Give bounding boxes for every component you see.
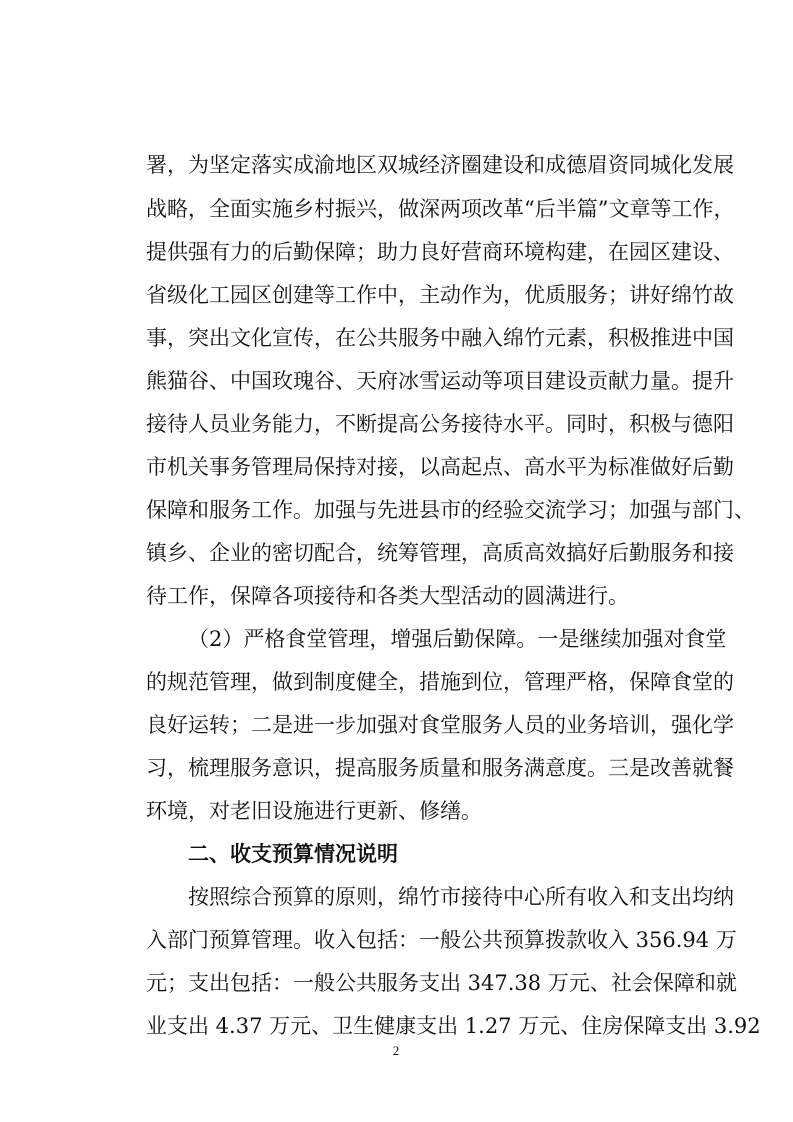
text-line: 按照综合预算的原则，绵竹市接待中心所有收入和支出均纳 <box>188 885 734 909</box>
text-line: 提供强有力的后勤保障；助力良好营商环境构建，在园区建设、 <box>146 240 734 264</box>
text-line: 习，梳理服务意识，提高服务质量和服务满意度。三是改善就餐 <box>146 756 734 780</box>
text-line: 市机关事务管理局保持对接，以高起点、高水平为标准做好后勤 <box>146 455 734 479</box>
text-line: （2）严格食堂管理，增强后勤保障。一是继续加强对食堂 <box>188 627 727 651</box>
text-line: 业支出 4.37 万元、卫生健康支出 1.27 万元、住房保障支出 3.92 <box>146 1014 761 1038</box>
section-heading: 二、收支预算情况说明 <box>188 842 398 866</box>
text-line: 战略，全面实施乡村振兴，做深两项改革“后半篇”文章等工作， <box>146 197 735 221</box>
text-line: 待工作，保障各项接待和各类大型活动的圆满进行。 <box>146 584 629 608</box>
text-line: 环境，对老旧设施进行更新、修缮。 <box>146 799 482 823</box>
text-line: 省级化工园区创建等工作中，主动作为，优质服务；讲好绵竹故 <box>146 283 734 307</box>
text-line: 署，为坚定落实成渝地区双城经济圈建设和成德眉资同城化发展 <box>146 153 734 177</box>
text-line: 的规范管理，做到制度健全，措施到位，管理严格，保障食堂的 <box>146 670 734 694</box>
page-number: 2 <box>392 1043 400 1058</box>
text-line: 接待人员业务能力，不断提高公务接待水平。同时，积极与德阳 <box>146 412 734 436</box>
text-line: 入部门预算管理。收入包括：一般公共预算拨款收入 356.94 万 <box>146 928 737 952</box>
text-line: 保障和服务工作。加强与先进县市的经验交流学习；加强与部门、 <box>146 498 755 522</box>
text-line: 镇乡、企业的密切配合，统筹管理，高质高效搞好后勤服务和接 <box>146 541 734 565</box>
text-line: 熊猫谷、中国玫瑰谷、天府冰雪运动等项目建设贡献力量。提升 <box>146 369 734 393</box>
text-line: 元；支出包括：一般公共服务支出 347.38 万元、社会保障和就 <box>146 971 737 995</box>
text-line: 良好运转；二是进一步加强对食堂服务人员的业务培训，强化学 <box>146 713 734 737</box>
text-line: 事，突出文化宣传，在公共服务中融入绵竹元素，积极推进中国 <box>146 326 734 350</box>
